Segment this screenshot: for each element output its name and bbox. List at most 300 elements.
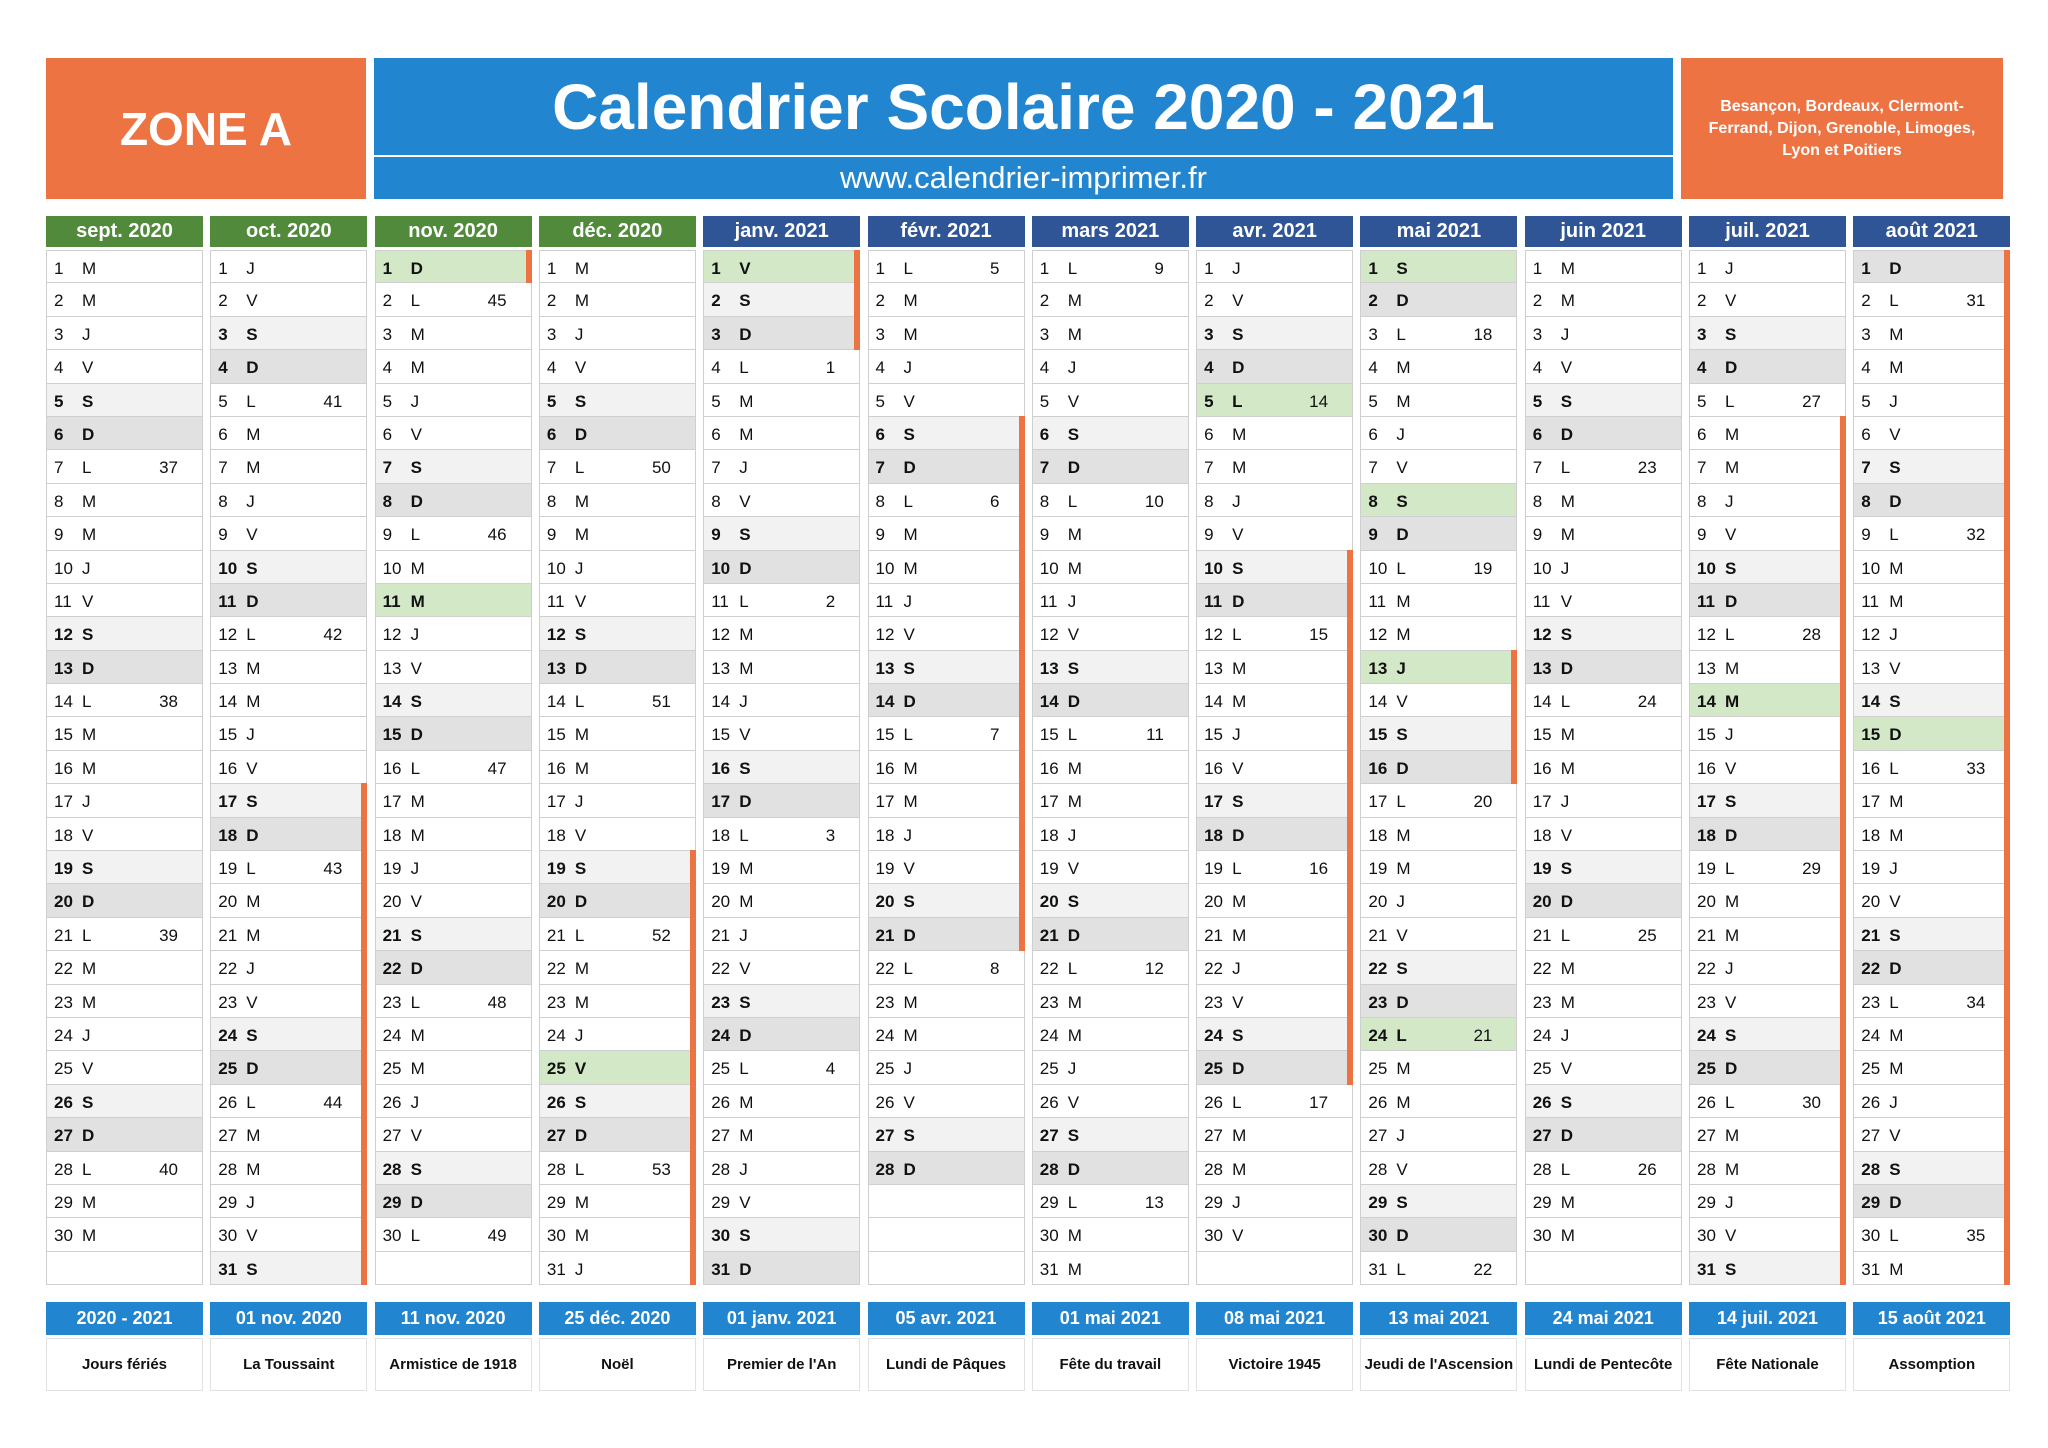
day-number: 19 <box>218 859 238 879</box>
day-number: 14 <box>54 692 73 712</box>
day-letter: M <box>903 1025 918 1045</box>
day-row <box>868 918 1025 951</box>
day-row <box>1196 951 1353 984</box>
day-row <box>868 484 1025 517</box>
day-row <box>703 818 860 851</box>
day-row <box>539 851 696 884</box>
day-number: 21 <box>1532 925 1552 945</box>
day-row <box>1360 985 1517 1018</box>
day-row <box>1853 617 2010 650</box>
day-number: 4 <box>1368 358 1378 378</box>
day-row <box>1689 684 1846 717</box>
day-number: 1 <box>1204 259 1214 278</box>
day-letter: M <box>1232 1126 1247 1146</box>
day-number: 24 <box>1368 1025 1388 1045</box>
day-letter: M <box>739 658 754 678</box>
day-letter: J <box>574 792 584 812</box>
day-letter: M <box>410 792 425 812</box>
day-letter: M <box>903 758 918 778</box>
day-number: 4 <box>1861 358 1871 378</box>
day-letter: M <box>82 491 97 511</box>
day-number: 19 <box>546 859 566 879</box>
day-letter: L <box>1889 992 1899 1012</box>
day-row <box>868 517 1025 550</box>
day-letter: L <box>410 758 421 778</box>
day-row <box>1853 1118 2010 1151</box>
day-letter: D <box>246 358 259 378</box>
day-letter: S <box>1067 1126 1080 1146</box>
day-letter: J <box>1725 259 1734 278</box>
day-number: 29 <box>1204 1192 1224 1212</box>
day-number: 29 <box>54 1192 73 1212</box>
day-letter: D <box>1560 892 1573 912</box>
day-letter: M <box>246 692 261 712</box>
day-number: 18 <box>711 825 731 845</box>
day-number: 11 <box>1861 591 1879 611</box>
day-row <box>1525 517 1682 550</box>
day-letter: S <box>410 458 422 478</box>
day-letter: S <box>1396 959 1408 979</box>
day-letter: M <box>82 758 97 778</box>
day-row <box>46 1051 203 1084</box>
day-letter: J <box>1725 959 1734 979</box>
day-row <box>1525 751 1682 784</box>
day-number: 10 <box>218 558 238 578</box>
day-letter: S <box>1232 792 1244 812</box>
day-letter: S <box>1889 925 1901 945</box>
day-number: 15 <box>875 725 895 745</box>
day-number: 1 <box>1532 259 1543 278</box>
day-row <box>539 584 696 617</box>
holiday-date: 24 mai 2021 <box>1525 1302 1682 1335</box>
day-number: 26 <box>382 1092 402 1112</box>
day-row <box>868 384 1025 417</box>
day-letter: J <box>1232 1192 1241 1212</box>
day-row <box>1853 1218 2010 1251</box>
day-row <box>1360 1218 1517 1251</box>
day-row <box>1853 1051 2010 1084</box>
week-number: 26 <box>1637 1159 1657 1179</box>
day-letter: D <box>1396 291 1409 311</box>
day-row <box>375 417 532 450</box>
week-number: 53 <box>651 1159 671 1179</box>
day-letter: L <box>1067 259 1078 278</box>
day-row <box>210 283 367 316</box>
day-number: 22 <box>54 959 73 979</box>
day-letter: D <box>739 1025 752 1045</box>
day-row <box>46 517 203 550</box>
day-row <box>539 317 696 350</box>
day-letter: M <box>1232 1159 1247 1179</box>
day-number: 28 <box>1861 1159 1881 1179</box>
day-row <box>1853 1185 2010 1218</box>
day-row <box>46 985 203 1018</box>
day-row <box>46 384 203 417</box>
day-letter: V <box>739 725 751 745</box>
day-number: 18 <box>218 825 238 845</box>
day-letter: D <box>82 1126 95 1146</box>
day-row <box>868 951 1025 984</box>
day-letter: V <box>246 1226 258 1246</box>
day-letter: M <box>1067 1025 1082 1045</box>
day-letter: M <box>574 1192 590 1212</box>
holiday-date: 2020 - 2021 <box>46 1302 203 1335</box>
day-number: 23 <box>546 992 566 1012</box>
day-row <box>375 617 532 650</box>
day-number: 21 <box>1039 925 1059 945</box>
month-column <box>1525 216 1682 1285</box>
day-row <box>1853 1152 2010 1185</box>
day-row <box>1525 684 1682 717</box>
month-header: avr. 2021 <box>1196 216 1353 247</box>
day-letter: M <box>1560 525 1575 545</box>
day-letter: V <box>1396 458 1408 478</box>
day-number: 24 <box>54 1025 73 1045</box>
day-letter: L <box>82 925 92 945</box>
day-row <box>539 884 696 917</box>
day-row <box>1360 317 1517 350</box>
day-letter: S <box>1232 558 1244 578</box>
day-letter: S <box>1725 1259 1737 1279</box>
day-letter: M <box>246 1126 261 1146</box>
day-letter: D <box>1232 825 1245 845</box>
day-number: 8 <box>218 491 228 511</box>
day-number: 28 <box>1204 1159 1224 1179</box>
day-row <box>1360 617 1517 650</box>
day-number: 11 <box>1532 591 1551 611</box>
month-header: mai 2021 <box>1360 216 1517 247</box>
day-number: 12 <box>1204 625 1224 645</box>
day-row <box>1525 1018 1682 1051</box>
day-row <box>703 1118 860 1151</box>
holiday-name: Lundi de Pentecôte <box>1525 1338 1682 1391</box>
day-number: 7 <box>1697 458 1707 478</box>
day-row <box>1853 651 2010 684</box>
day-row <box>1196 751 1353 784</box>
day-number: 16 <box>382 758 402 778</box>
day-row <box>1853 317 2010 350</box>
day-number: 12 <box>546 625 566 645</box>
day-number: 2 <box>1861 291 1871 311</box>
day-letter: M <box>574 959 590 979</box>
day-row <box>868 1118 1025 1151</box>
day-number: 6 <box>1039 424 1050 444</box>
day-letter: M <box>82 259 97 278</box>
day-number: 1 <box>1039 259 1050 278</box>
day-letter: L <box>1725 859 1735 879</box>
day-number: 21 <box>711 925 731 945</box>
day-letter: L <box>1232 859 1242 879</box>
day-number: 5 <box>1368 391 1378 411</box>
day-letter: L <box>1232 1092 1242 1112</box>
day-letter: J <box>1889 1092 1898 1112</box>
day-letter: D <box>1067 692 1081 712</box>
day-letter: S <box>246 1025 258 1045</box>
day-row <box>539 1018 696 1051</box>
day-row <box>1032 884 1189 917</box>
day-letter: D <box>903 1159 916 1179</box>
day-number: 25 <box>546 1059 566 1079</box>
day-row <box>1032 551 1189 584</box>
day-row <box>1196 250 1353 283</box>
day-number: 13 <box>875 658 895 678</box>
day-row <box>868 1185 1025 1218</box>
day-number: 18 <box>875 825 895 845</box>
day-letter: S <box>246 324 258 344</box>
day-letter: M <box>1889 358 1904 378</box>
holiday-date: 05 avr. 2021 <box>868 1302 1025 1335</box>
day-row <box>1032 851 1189 884</box>
day-row <box>1853 985 2010 1018</box>
day-row <box>375 584 532 617</box>
day-number: 26 <box>1861 1092 1881 1112</box>
day-row <box>1196 851 1353 884</box>
day-row <box>1525 1218 1682 1251</box>
day-letter: D <box>1560 658 1573 678</box>
day-row <box>1689 1018 1846 1051</box>
day-row <box>868 551 1025 584</box>
day-row <box>1689 851 1846 884</box>
day-letter: M <box>574 491 590 511</box>
day-row <box>46 818 203 851</box>
holiday-name: Armistice de 1918 <box>375 1338 532 1391</box>
day-number: 31 <box>1039 1259 1059 1279</box>
day-row <box>1032 350 1189 383</box>
day-number: 12 <box>382 625 402 645</box>
page-title: Calendrier Scolaire 2020 - 2021 <box>374 58 1673 155</box>
day-row <box>375 717 532 750</box>
day-letter: S <box>739 758 751 778</box>
zone-cities: Besançon, Bordeaux, Clermont-Ferrand, Dijon, Grenoble, Limoges, Lyon et Poitiers <box>1681 58 2003 199</box>
day-row <box>1853 717 2010 750</box>
day-letter: D <box>1067 925 1081 945</box>
day-number: 28 <box>218 1159 238 1179</box>
day-number: 22 <box>1697 959 1716 979</box>
day-number: 17 <box>54 792 73 812</box>
day-number: 8 <box>1532 491 1543 511</box>
day-number: 5 <box>875 391 885 411</box>
day-row <box>1196 1085 1353 1118</box>
day-letter: V <box>1889 1126 1901 1146</box>
day-row <box>210 1051 367 1084</box>
day-number: 19 <box>1368 859 1388 879</box>
day-number: 17 <box>1039 792 1059 812</box>
day-letter: M <box>82 959 97 979</box>
day-number: 5 <box>1861 391 1871 411</box>
day-number: 2 <box>1532 291 1543 311</box>
day-row <box>1689 918 1846 951</box>
holiday-date: 11 nov. 2020 <box>375 1302 532 1335</box>
day-letter: M <box>574 1226 590 1246</box>
day-letter: L <box>739 591 749 611</box>
day-letter: V <box>1067 1092 1080 1112</box>
day-number: 11 <box>1204 591 1223 611</box>
day-number: 11 <box>218 591 237 611</box>
day-row <box>46 1085 203 1118</box>
day-letter: M <box>82 525 97 545</box>
day-letter: D <box>1067 1159 1081 1179</box>
day-letter: J <box>1560 1025 1570 1045</box>
day-letter: M <box>739 424 754 444</box>
day-number: 11 <box>1697 591 1715 611</box>
day-row <box>539 551 696 584</box>
day-number: 22 <box>218 959 238 979</box>
day-letter: S <box>1396 1192 1408 1212</box>
week-number: 39 <box>159 925 178 945</box>
day-number: 23 <box>875 992 895 1012</box>
day-letter: S <box>1396 491 1408 511</box>
week-number: 5 <box>990 259 1000 278</box>
day-number: 10 <box>1368 558 1388 578</box>
day-number: 9 <box>218 525 228 545</box>
day-letter: J <box>246 959 255 979</box>
day-row <box>210 384 367 417</box>
day-number: 10 <box>546 558 566 578</box>
day-letter: S <box>1560 625 1573 645</box>
day-letter: M <box>1067 792 1082 812</box>
day-row <box>703 784 860 817</box>
day-number: 9 <box>1204 525 1214 545</box>
day-letter: L <box>410 1226 421 1246</box>
day-number: 8 <box>54 491 64 511</box>
day-row <box>1525 884 1682 917</box>
day-row <box>703 951 860 984</box>
day-row <box>1032 384 1189 417</box>
week-number: 8 <box>990 959 1000 979</box>
week-number: 44 <box>323 1092 343 1112</box>
day-letter: M <box>1560 259 1575 278</box>
holiday-name: Victoire 1945 <box>1196 1338 1353 1391</box>
day-number: 16 <box>546 758 566 778</box>
day-letter: V <box>739 1192 751 1212</box>
day-number: 26 <box>1039 1092 1059 1112</box>
day-letter: S <box>246 1259 258 1279</box>
day-number: 5 <box>382 391 393 411</box>
day-number: 12 <box>1532 625 1552 645</box>
day-row <box>375 784 532 817</box>
day-letter: L <box>1889 1226 1899 1246</box>
day-letter: J <box>1725 725 1734 745</box>
day-letter: S <box>1725 558 1737 578</box>
week-number: 29 <box>1802 859 1821 879</box>
day-row <box>539 1252 696 1285</box>
day-number: 6 <box>546 424 557 444</box>
day-number: 2 <box>875 291 885 311</box>
day-number: 30 <box>711 1226 731 1246</box>
day-letter: L <box>1560 1159 1571 1179</box>
day-number: 22 <box>1204 959 1224 979</box>
day-number: 29 <box>382 1192 402 1212</box>
day-number: 22 <box>875 959 895 979</box>
day-row <box>1853 1018 2010 1051</box>
day-letter: D <box>1232 591 1245 611</box>
day-row <box>210 918 367 951</box>
week-number: 30 <box>1802 1092 1821 1112</box>
day-letter: V <box>1232 291 1244 311</box>
day-letter: M <box>1232 925 1247 945</box>
day-letter: J <box>1067 358 1077 378</box>
day-row <box>1360 1085 1517 1118</box>
day-letter: L <box>1560 458 1571 478</box>
day-letter: V <box>1232 992 1244 1012</box>
day-row <box>1689 884 1846 917</box>
day-letter: D <box>1396 758 1409 778</box>
day-number: 14 <box>1368 692 1388 712</box>
day-number: 23 <box>711 992 731 1012</box>
day-row <box>539 484 696 517</box>
day-number: 26 <box>546 1092 566 1112</box>
day-number: 24 <box>711 1025 731 1045</box>
day-row <box>375 384 532 417</box>
day-row <box>1360 784 1517 817</box>
day-row <box>1360 384 1517 417</box>
week-number: 50 <box>651 458 671 478</box>
day-letter: M <box>1725 692 1740 712</box>
day-row <box>868 1018 1025 1051</box>
day-row <box>1196 384 1353 417</box>
week-number: 23 <box>1637 458 1657 478</box>
day-row <box>1525 484 1682 517</box>
day-row <box>210 250 367 283</box>
website-url[interactable]: www.calendrier-imprimer.fr <box>374 157 1673 199</box>
day-number: 30 <box>1204 1226 1224 1246</box>
day-row <box>46 1185 203 1218</box>
day-row <box>1196 1051 1353 1084</box>
day-row <box>868 417 1025 450</box>
day-number: 19 <box>1697 859 1716 879</box>
day-row <box>1032 584 1189 617</box>
day-number: 6 <box>382 424 393 444</box>
week-number: 37 <box>159 458 178 478</box>
day-row <box>703 1152 860 1185</box>
day-number: 31 <box>1861 1259 1881 1279</box>
day-letter: V <box>1725 992 1737 1012</box>
day-number: 16 <box>1368 758 1388 778</box>
day-row <box>868 317 1025 350</box>
day-letter: L <box>1560 925 1571 945</box>
day-letter: S <box>1889 1159 1901 1179</box>
holiday-name: Jours fériés <box>46 1338 203 1391</box>
day-letter: M <box>410 1059 425 1079</box>
day-row <box>1689 717 1846 750</box>
day-number: 27 <box>711 1126 731 1146</box>
week-number: 14 <box>1309 391 1329 411</box>
day-number: 3 <box>1532 324 1543 344</box>
day-row <box>1689 617 1846 650</box>
day-number: 23 <box>1532 992 1552 1012</box>
day-number: 2 <box>382 291 393 311</box>
day-number: 17 <box>218 792 238 812</box>
day-number: 31 <box>1368 1259 1388 1279</box>
day-row <box>1525 1118 1682 1151</box>
day-letter: D <box>410 725 423 745</box>
day-letter: D <box>1396 992 1409 1012</box>
day-letter: S <box>82 625 94 645</box>
day-row <box>868 1085 1025 1118</box>
day-row <box>1196 317 1353 350</box>
day-letter: V <box>82 591 94 611</box>
day-number: 10 <box>1697 558 1716 578</box>
day-number: 23 <box>1039 992 1059 1012</box>
day-row <box>1032 1018 1189 1051</box>
month-header: juil. 2021 <box>1689 216 1846 247</box>
day-letter: L <box>1067 491 1078 511</box>
week-number: 2 <box>825 591 836 611</box>
day-row <box>703 551 860 584</box>
day-row <box>539 751 696 784</box>
day-number: 29 <box>546 1192 566 1212</box>
day-row <box>1360 1118 1517 1151</box>
